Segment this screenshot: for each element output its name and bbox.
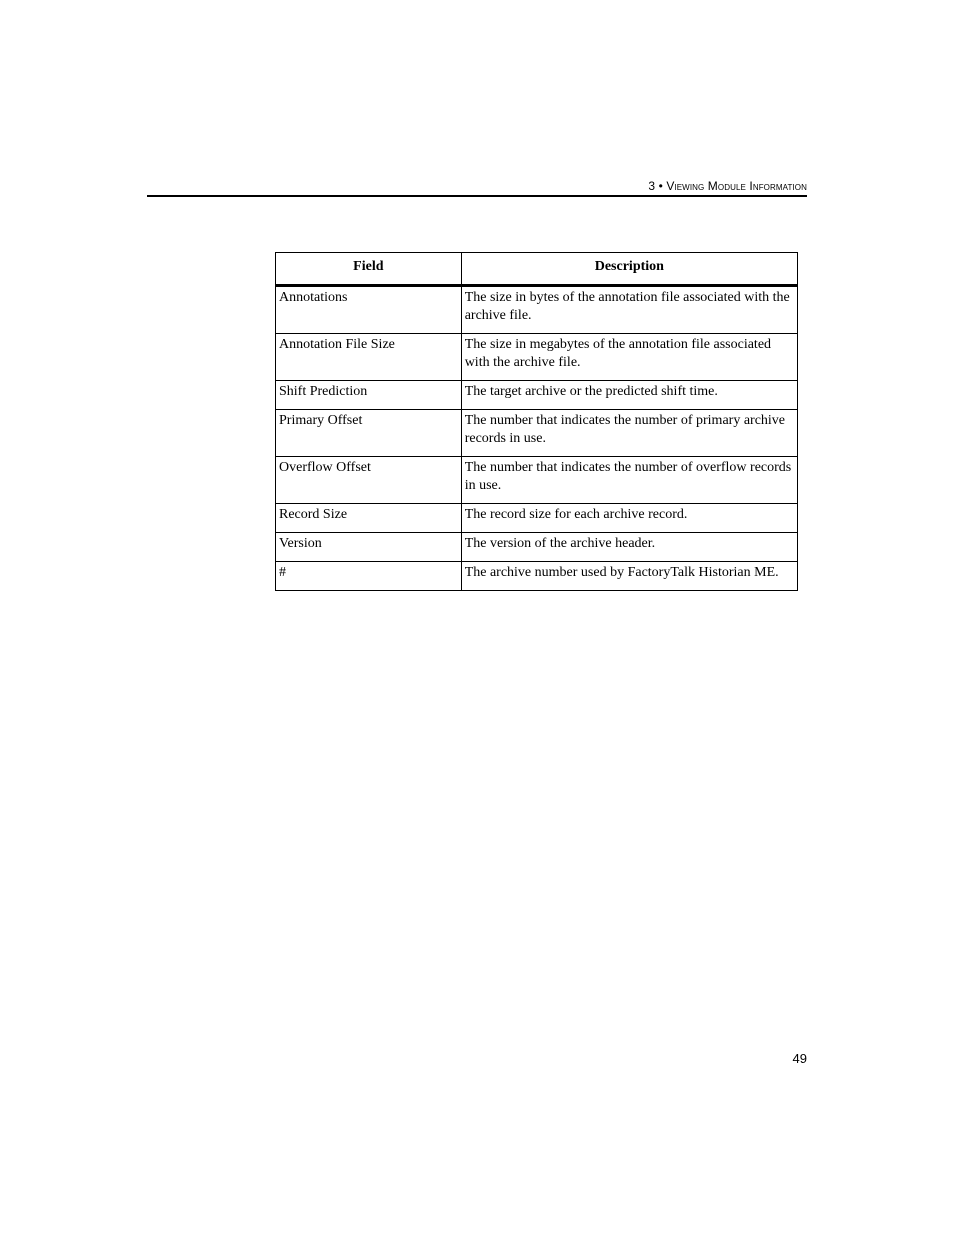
field-cell: Overflow Offset	[276, 457, 462, 504]
field-cell: Annotations	[276, 286, 462, 334]
column-header-field: Field	[276, 253, 462, 286]
description-cell: The number that indicates the number of primary archive records in use.	[461, 410, 797, 457]
column-header-description: Description	[461, 253, 797, 286]
field-cell: #	[276, 562, 462, 591]
field-cell: Version	[276, 533, 462, 562]
description-cell: The target archive or the predicted shift time.	[461, 381, 797, 410]
table-row	[276, 286, 798, 334]
table-row	[276, 457, 798, 504]
description-cell: The archive number used by FactoryTalk Historian ME.	[461, 562, 797, 591]
description-cell: The size in megabytes of the annotation file associated with the archive file.	[461, 334, 797, 381]
table-row	[276, 334, 798, 381]
field-cell: Primary Offset	[276, 410, 462, 457]
field-cell: Record Size	[276, 504, 462, 533]
page-number: 49	[792, 1051, 807, 1066]
description-cell: The number that indicates the number of overflow records in use.	[461, 457, 797, 504]
table-header-row	[276, 253, 798, 286]
description-cell: The version of the archive header.	[461, 533, 797, 562]
field-description-table	[275, 252, 798, 591]
table-row	[276, 410, 798, 457]
field-cell: Shift Prediction	[276, 381, 462, 410]
running-header: 3 • Viewing Module Information	[648, 179, 807, 193]
table-row	[276, 533, 798, 562]
table-row	[276, 562, 798, 591]
header-rule	[147, 195, 807, 197]
field-cell: Annotation File Size	[276, 334, 462, 381]
description-cell: The size in bytes of the annotation file associated with the archive file.	[461, 286, 797, 334]
table-row	[276, 504, 798, 533]
table-row	[276, 381, 798, 410]
description-cell: The record size for each archive record.	[461, 504, 797, 533]
